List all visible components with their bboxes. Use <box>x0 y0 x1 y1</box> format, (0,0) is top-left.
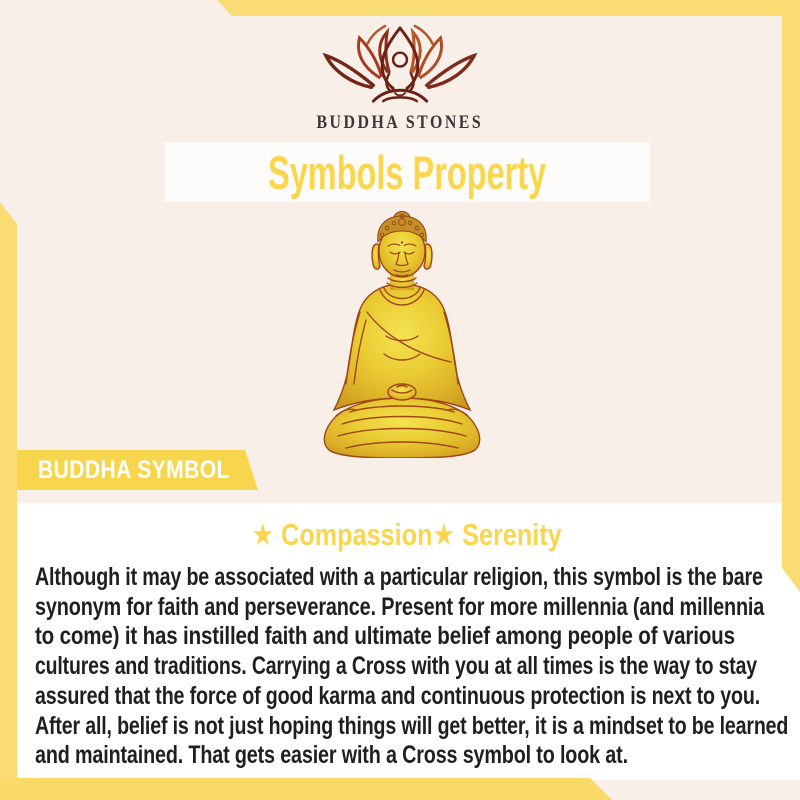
ribbon-left <box>0 202 17 800</box>
golden-buddha-illustration <box>303 210 501 458</box>
brand-name-text: BUDDHA STONES <box>316 112 484 133</box>
heading-band <box>165 142 650 202</box>
body-text-line: synonym for faith and perseverance. Present for more millennia (and millennia <box>35 592 765 621</box>
ribbon-top <box>217 0 800 16</box>
traits-line <box>18 517 796 553</box>
badge-label: BUDDHA SYMBOL <box>38 455 230 484</box>
lotus-meditation-logo-icon <box>316 22 484 116</box>
body-text-line: and maintained. That gets easier with a Cross symbol to look at. <box>35 741 628 770</box>
buddha-symbol-badge <box>0 450 258 490</box>
body-text-line: to come) it has instilled faith and ultimate belief among people of various <box>35 622 735 651</box>
description-paragraph <box>35 563 800 771</box>
body-text-line: assured that the force of good karma and continuous protection is next to you. <box>35 681 760 710</box>
brand-name <box>0 110 800 136</box>
page-title: Symbols Property <box>268 145 547 199</box>
body-text-line: After all, belief is not just hoping things will get better, it is a mindset to be learned <box>35 711 789 740</box>
traits-text: ★ Compassion★ Serenity <box>251 517 563 552</box>
body-text-line: cultures and traditions. Carrying a Cross with you at all times is the way to stay <box>35 652 757 681</box>
body-text-line: Although it may be associated with a particular religion, this symbol is the bare <box>35 563 763 591</box>
ribbon-bottom <box>0 778 612 800</box>
